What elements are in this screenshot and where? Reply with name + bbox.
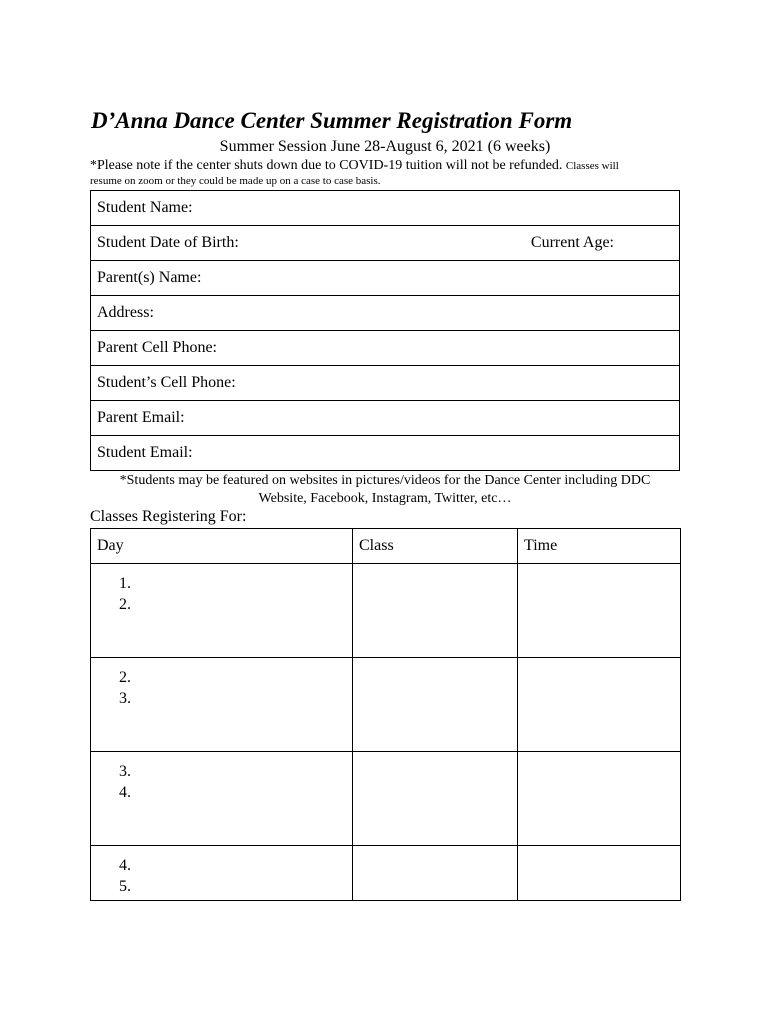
class-cell[interactable]: [353, 658, 518, 752]
address-field[interactable]: Address:: [91, 296, 680, 331]
table-row: [91, 752, 681, 846]
day-item: 5.: [119, 878, 131, 895]
class-table-header-row: [91, 529, 681, 564]
student-name-field[interactable]: Student Name:: [91, 191, 680, 226]
student-info-table: [90, 190, 680, 471]
parent-cell-row: [91, 331, 680, 366]
day-item: 3.: [119, 763, 131, 780]
disclaimer-line-2: Website, Facebook, Instagram, Twitter, etc…: [258, 491, 512, 506]
covid-note-small-a: Classes will: [565, 160, 619, 172]
time-cell[interactable]: [518, 564, 681, 658]
table-row: [91, 846, 681, 901]
student-cell-field[interactable]: Student’s Cell Phone:: [91, 366, 680, 401]
student-email-row: [91, 436, 680, 471]
header-time: Time: [518, 529, 681, 564]
form-title: D’Anna Dance Center Summer Registration Form: [91, 108, 573, 133]
day-cell[interactable]: [91, 658, 353, 752]
student-cell-row: [91, 366, 680, 401]
table-row: [91, 564, 681, 658]
class-cell[interactable]: [353, 846, 518, 901]
day-item: 3.: [119, 690, 131, 707]
student-email-field[interactable]: Student Email:: [91, 436, 680, 471]
media-disclaimer: [90, 472, 680, 508]
disclaimer-line-1: *Students may be featured on websites in pictures/videos for the Dance Center including DDC: [119, 473, 651, 488]
day-cell[interactable]: [91, 846, 353, 901]
day-cell[interactable]: [91, 752, 353, 846]
day-item: 2.: [119, 596, 131, 613]
address-row: [91, 296, 680, 331]
class-cell[interactable]: [353, 752, 518, 846]
covid-note-small-b: resume on zoom or they could be made up on a case to case basis.: [90, 175, 381, 187]
time-cell[interactable]: [518, 846, 681, 901]
dob-row: [91, 226, 680, 261]
time-cell[interactable]: [518, 658, 681, 752]
class-cell[interactable]: [353, 564, 518, 658]
covid-note: [90, 158, 690, 189]
parents-name-row: [91, 261, 680, 296]
session-subtitle: Summer Session June 28-August 6, 2021 (6 weeks): [219, 138, 551, 155]
student-name-row: [91, 191, 680, 226]
parent-cell-field[interactable]: Parent Cell Phone:: [91, 331, 680, 366]
day-item: 2.: [119, 669, 131, 686]
parent-email-field[interactable]: Parent Email:: [91, 401, 680, 436]
classes-heading: Classes Registering For:: [90, 508, 247, 525]
table-row: [91, 658, 681, 752]
time-cell[interactable]: [518, 752, 681, 846]
current-age-field[interactable]: Current Age:: [530, 234, 614, 251]
header-day: Day: [91, 529, 353, 564]
dob-field[interactable]: Student Date of Birth:: [97, 234, 239, 251]
day-item: 4.: [119, 857, 131, 874]
header-class: Class: [353, 529, 518, 564]
covid-note-main: *Please note if the center shuts down due to COVID-19 tuition will not be refunded.: [90, 158, 563, 173]
parent-email-row: [91, 401, 680, 436]
day-item: 1.: [119, 575, 131, 592]
parents-name-field[interactable]: Parent(s) Name:: [91, 261, 680, 296]
dob-age-cell[interactable]: [91, 226, 680, 261]
day-cell[interactable]: [91, 564, 353, 658]
class-registration-table: [90, 528, 681, 901]
day-item: 4.: [119, 784, 131, 801]
